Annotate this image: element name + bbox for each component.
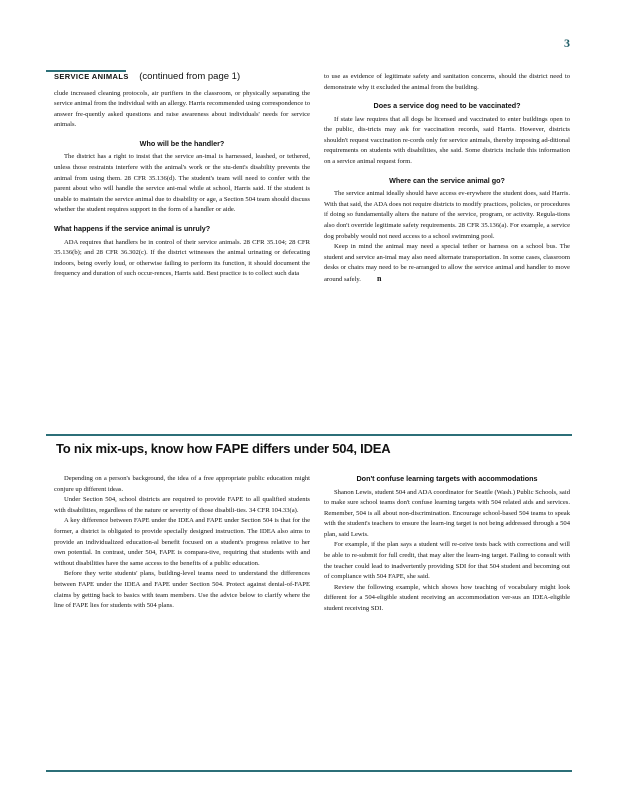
article-kicker	[54, 72, 310, 83]
article1-right-column	[324, 72, 570, 286]
subhead-handler: Who will be the handler?	[139, 138, 225, 148]
body-paragraph: Under Section 504, school districts are required to provide FAPE to all qualified students with disabilities, regardless of the nature or severity of those disabili-ties. 34 CFR 104.33(a).	[54, 496, 310, 514]
body-paragraph: For example, if the plan says a student will re-ceive tests back with corrections and will be able to re-submit for full credit, that may alter the learn-ing target. Failing to consult with the teacher could lead to inadvertently providing SDI for that 504 student and becoming out of compliance with 504 FAPE, she said.	[324, 541, 570, 581]
body-paragraph: The district has a right to insist that the service an-imal is harnessed, leashed, or tethered, unless those restraints interfere with the animal's work or the stu-dent's disability prevents the animal from using them. 28 CFR 35.136(d). The student's team will need to confer with the parent about who will handle the service ani-mal while at school, Harris said. If the student is unable to maintain the service animal due to disability or age, a Section 504 team should discuss whether the student requires support in the form of a handler or aide.	[54, 153, 310, 214]
body-paragraph: A key difference between FAPE under the IDEA and FAPE under Section 504 is that for the former, a district is obligated to provide specially designed instruction. The IDEA also aims to provide an individualized education-al benefit focused on a student's progress relative to her own potential. In contrast, under 504, FAPE is compara-tive, requiring that students with and without disabilities have the same access to the benefits of a public education.	[54, 517, 310, 567]
body-paragraph: Shanon Lewis, student 504 and ADA coordinator for Seattle (Wash.) Public Schools, said to make sure school teams don't confuse learning targets with 504 related aids and services. Remember, 504 is all about non-discrimination. Encourage school-based 504 teams to speak with the student's teachers to ensure the learn-ing target is not being addressed through a 504 plan, said Lewis.	[324, 488, 570, 538]
subhead-vaccinated: Does a service dog need to be vaccinated?	[373, 101, 521, 111]
body-paragraph: Review the following example, which shows how teaching of vocabulary might look different for a 504-eligible student receiving an accommodation ver-sus an IDEA-eligible student receiving SDI.	[324, 583, 570, 613]
subhead-learning-targets: Don't confuse learning targets with accommodations	[356, 474, 538, 483]
article2-left-column	[54, 474, 310, 612]
body-paragraph: The service animal ideally should have access ev-erywhere the student does, said Harris. With that said, the ADA does not require districts to modify practices, policies, or procedures if doing so fundamentally alters the nature of the service, program, or activity. Regula-tions also don't override legitimate safety requirements. 28 CFR 35.136(a). For example, a service dog probably would not need access to a school swimming pool.	[324, 190, 570, 240]
body-text: Keep in mind the animal may need a special tether or harness on a school bus. The student and service an-imal may also need alternate transportation. In some cases, classroom desks or chairs may need to be re-arranged to allow the service animal and handler to move around safely.	[324, 243, 570, 283]
article2-right-column	[324, 474, 570, 615]
article1-left-column	[54, 72, 310, 280]
body-paragraph: ADA requires that handlers be in control of their service animals. 28 CFR 35.104; 28 CFR 35.136(b); and 28 CFR 36.302(c). If the district witnesses the animal urinating or defecating indoors, being overly loud, or otherwise failing to perform its function, it should document the frequency and duration of such occur-rences, Harris said. Best practice is to collect such data	[54, 238, 310, 278]
body-paragraph: If state law requires that all dogs be licensed and vaccinated to enter buildings open to the public, dis-tricts may ask for vaccination records, said Harris. However, districts shouldn't request vaccination re-cords only for service animals, thereby imposing ad-ditional requirements on students with disabilities, she said. Some districts include this information on a service animal request form.	[324, 115, 570, 166]
end-mark-icon: n	[376, 273, 382, 283]
kicker-label: SERVICE ANIMALS	[54, 72, 129, 81]
continued-note: (continued from page 1)	[139, 71, 241, 82]
section-divider	[46, 434, 572, 436]
subhead-unruly: What happens if the service animal is unruly?	[54, 224, 211, 234]
body-paragraph: clude increased cleaning protocols, air purifiers in the classroom, or physically separating the service animal from the individual with an allergy. Harris recommended using correspondence to answer fre-quently asked questions and raise awareness about individuals' needs for service animals.	[54, 89, 310, 129]
body-paragraph: Before they write students' plans, building-level teams need to understand the differences between FAPE under the IDEA and FAPE under Section 504. Protect against denial-of-FAPE claims by getting back to basics with team members. Use the advice below to clarify where the line of FAPE lies for students with 504 plans.	[54, 570, 310, 610]
footer-rule	[46, 770, 572, 772]
body-paragraph: to use as evidence of legitimate safety and sanitation concerns, should the district need to demonstrate why it excluded the animal from the building.	[324, 73, 570, 91]
page-number: 3	[564, 36, 570, 50]
body-paragraph	[324, 242, 570, 285]
subhead-where: Where can the service animal go?	[389, 175, 505, 185]
body-paragraph: Depending on a person's background, the idea of a free appropriate public education might conjure up different ideas.	[54, 475, 310, 493]
article2-headline: To nix mix-ups, know how FAPE differs under 504, IDEA	[56, 441, 391, 456]
